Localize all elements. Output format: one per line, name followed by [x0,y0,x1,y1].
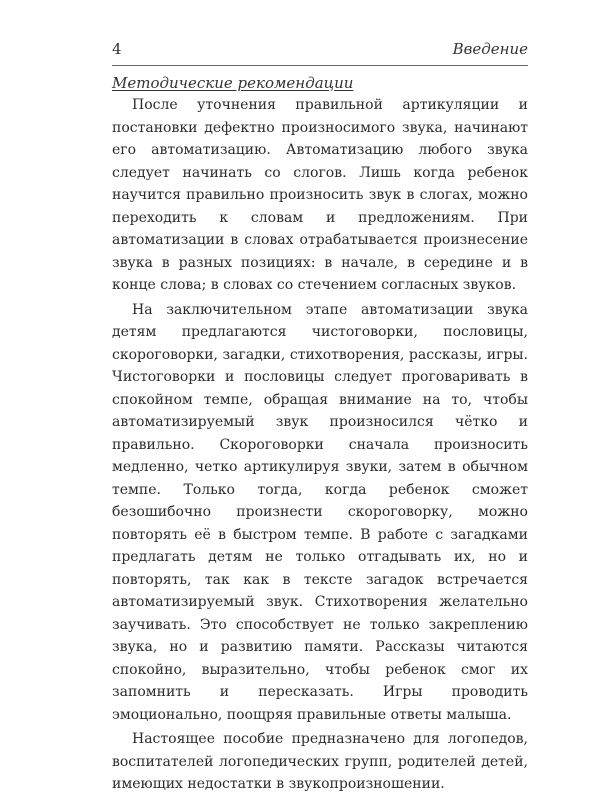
page-header [112,40,528,62]
running-head: Введение [452,40,528,58]
page-number: 4 [112,40,122,58]
header-divider [112,65,528,66]
paragraph-2: На заключительном этапе автоматизации звука детям предлагаются чистоговорки, пословицы, скороговорки, загадки, стихотворения, рассказы, игры. Чистоговорки и пословицы следует проговаривать в спокойном темпе, обращая внимание на то, чтобы автоматизируемый звук произносился чётко и правильно. Скороговорки сначала произносить медленно, четко артикулируя звуки, затем в обычном темпе. Только тогда, когда ребенок сможет безошибочно произнести скороговорку, можно повторять её в быстром темпе. В работе с загадками предлагать детям не только отгадывать их, но и повторять, так как в тексте загадок встречается автоматизируемый звук. Стихотворения желательно заучивать. Это способствует не только закреплению звука, но и развитию памяти. Рассказы читаются спокойно, выразительно, чтобы ребенок смог их запомнить и пересказать. Игры проводить эмоционально, поощряя правильные ответы малыша. [112,301,528,723]
paragraph-3: Настоящее пособие предназначено для логопедов, воспитателей логопедических групп, родителей детей, имеющих недостатки в звукопроизношении. [112,731,528,792]
section-heading: Методические рекомендации [112,74,354,92]
page-content [112,72,528,796]
paragraph-1: После уточнения правильной артикуляции и постановки дефектно произносимого звука, начинают его автоматизацию. Автоматизацию любого звука следует начинать со слогов. Лишь когда ребенок научится правильно произносить звук в слогах, можно переходить к словам и предложениям. При автоматизации в словах отрабатывается произнесение звука в разных позициях: в начале, в середине и в конце слова; в словах со стечением согласных звуков. [112,97,528,293]
